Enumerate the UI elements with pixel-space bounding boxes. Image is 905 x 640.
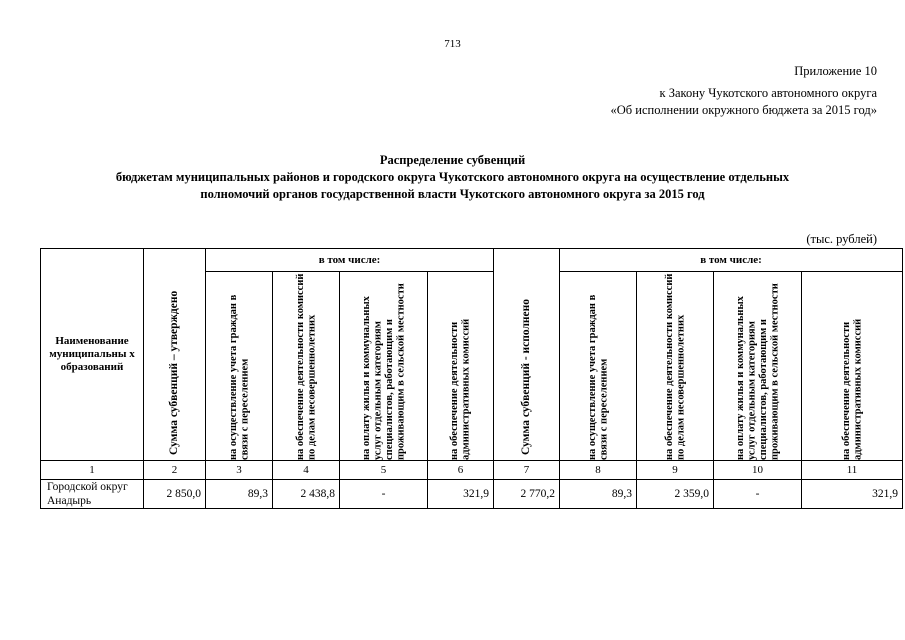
appendix-law-title: «Об исполнении окружного бюджета за 2015 год» xyxy=(610,103,877,117)
municipality-name-header: Наименование муниципальны х образований xyxy=(41,249,144,461)
subheader-right-1 xyxy=(560,272,637,461)
subheader-left-2 xyxy=(273,272,340,461)
column-number: 10 xyxy=(714,461,802,480)
approved-total: 2 850,0 xyxy=(144,480,206,509)
document-title-line3: полномочий органов государственной власти Чукотского автономного округа за 2015 год xyxy=(200,187,705,201)
subheader-left-1 xyxy=(206,272,273,461)
executed-header: Сумма субвенций - исполнено xyxy=(520,298,533,455)
subheader-right-3-text: на оплату жилья и коммунальных услуг отдельным категориям специалистов, работающим и проживающим в сельской местности xyxy=(734,283,780,460)
header-row-1 xyxy=(41,249,903,272)
column-number: 3 xyxy=(206,461,273,480)
value-cell: - xyxy=(340,480,428,509)
value-cell: 2 438,8 xyxy=(273,480,340,509)
column-number: 7 xyxy=(494,461,560,480)
subheader-left-3-text: на оплату жилья и коммунальных услуг отдельным категориям специалистов, работающим и проживающим в сельской местности xyxy=(360,283,406,460)
subheader-left-4-text: на обеспечение деятельности административных комиссий xyxy=(449,318,472,460)
subheader-right-3 xyxy=(714,272,802,461)
subheader-right-1-text: на осуществление учета граждан в связи с переселением xyxy=(586,294,609,460)
value-cell: 2 359,0 xyxy=(637,480,714,509)
value-cell: 321,9 xyxy=(802,480,903,509)
document-title-line2: бюджетам муниципальных районов и городского округа Чукотского автономного округа на осуществление отдельных xyxy=(115,170,790,184)
column-number: 11 xyxy=(802,461,903,480)
approved-header: Сумма субвенций – утверждено xyxy=(168,290,181,455)
units-label: (тыс. рублей) xyxy=(806,232,877,246)
subheader-left-1-text: на осуществление учета граждан в связи с переселением xyxy=(227,294,250,460)
including-header-right: в том числе: xyxy=(560,249,903,272)
subheader-right-4 xyxy=(802,272,903,461)
column-number: 1 xyxy=(41,461,144,480)
column-number: 2 xyxy=(144,461,206,480)
column-number: 9 xyxy=(637,461,714,480)
value-cell: 89,3 xyxy=(206,480,273,509)
column-number: 4 xyxy=(273,461,340,480)
executed-header-cell xyxy=(494,249,560,461)
column-number: 6 xyxy=(428,461,494,480)
page-number: 713 xyxy=(444,38,461,50)
appendix-label: Приложение 10 xyxy=(794,64,877,78)
column-number-row xyxy=(41,461,903,480)
value-cell: 89,3 xyxy=(560,480,637,509)
document-title: Распределение субвенций xyxy=(379,153,526,167)
subheader-left-2-text: на обеспечение деятельности комиссий по делам несовершеннолетних xyxy=(294,273,317,460)
subventions-table xyxy=(40,248,903,509)
approved-header-cell xyxy=(144,249,206,461)
including-header-left: в том числе: xyxy=(206,249,494,272)
subheader-left-4 xyxy=(428,272,494,461)
municipality-name: Городской округ Анадырь xyxy=(41,480,144,509)
subheader-right-4-text: на обеспечение деятельности административных комиссий xyxy=(840,318,863,460)
column-number: 5 xyxy=(340,461,428,480)
value-cell: - xyxy=(714,480,802,509)
appendix-law: к Закону Чукотского автономного округа xyxy=(659,86,877,100)
subheader-right-2-text: на обеспечение деятельности комиссий по делам несовершеннолетних xyxy=(663,273,686,460)
column-number: 8 xyxy=(560,461,637,480)
executed-total: 2 770,2 xyxy=(494,480,560,509)
subheader-left-3 xyxy=(340,272,428,461)
subheader-right-2 xyxy=(637,272,714,461)
value-cell: 321,9 xyxy=(428,480,494,509)
table-row xyxy=(41,480,903,509)
